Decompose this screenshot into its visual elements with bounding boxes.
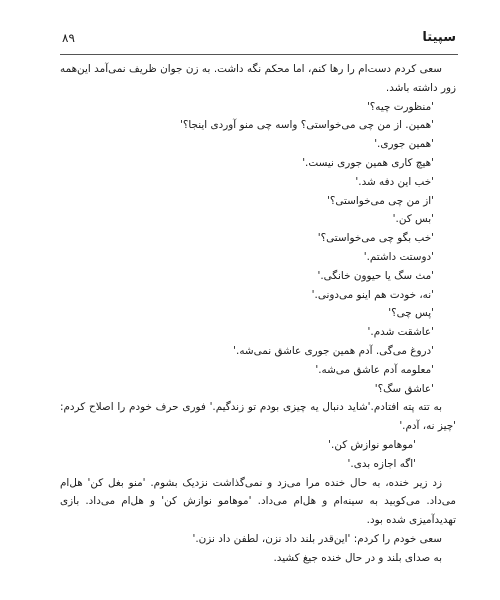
paragraph-1: سعی کردم دست‌ام را رها کنم، اما محکم نگه داشت. به زن جوان ظریف نمی‌آمد این‌همه زور داشته باشد. [60, 63, 456, 94]
paragraph-2: به تته پته افتادم.'شاید دنبال یه چیزی بودم تو زندگیم.' فوری حرف خودم را اصلاح کردم: 'چیز نه، آدم.' [60, 401, 456, 433]
dialogue-line: 'معلومه آدم عاشق می‌شه.' [315, 363, 434, 376]
paragraph-4: سعی خودم را کردم: 'این‌قدر بلند داد نزن، لطفن داد نزن.' [192, 532, 442, 545]
running-title: سپیتا [422, 30, 456, 45]
dialogue-line: 'پس چی؟' [388, 307, 434, 320]
dialogue-line: 'همین. از من چی می‌خواستی؟ واسه چی منو آوردی اینجا؟' [180, 119, 434, 132]
dialogue-line: 'نه، خودت هم اینو می‌دونی.' [311, 288, 434, 301]
header-divider [60, 54, 458, 55]
body-text [60, 60, 456, 568]
dialogue-line: 'هیچ کاری همین جوری نیست.' [302, 156, 434, 169]
dialogue-line: 'موهامو نوازش کن.' [328, 438, 416, 451]
dialogue-line: 'همین جوری.' [374, 138, 434, 151]
paragraph-3: زد زیر خنده، به حال خنده مرا می‌زد و نمی‌گذاشت نزدیک بشوم. 'منو بغل کن' هل‌ام می‌داد. می‌کوبید به سینه‌ام و هل‌ام می‌داد. 'موهامو نوازش کن' و هل‌ام می‌داد. بازی تهدیدآمیزی شده بود. [60, 476, 456, 527]
dialogue-line: 'از من چی می‌خواستی؟' [326, 194, 434, 207]
dialogue-line: 'منظورت چیه؟' [366, 100, 434, 113]
page-number: ۸۹ [62, 31, 75, 45]
dialogue-line: 'اگه اجازه بدی.' [347, 457, 416, 470]
dialogue-line: 'خب بگو چی می‌خواستی؟' [317, 232, 434, 245]
paragraph-5: به صدای بلند و در حال خنده جیغ کشید. [273, 551, 442, 564]
dialogue-line: 'خب این دفه شد.' [355, 175, 434, 188]
dialogue-line: 'عاشق سگ؟' [374, 382, 434, 395]
dialogue-line: 'عاشقت شدم.' [367, 326, 434, 339]
dialogue-line: 'مث سگ یا حیوون خانگی.' [317, 269, 434, 282]
dialogue-line: 'بس کن.' [392, 213, 434, 226]
dialogue-line: 'دوستت داشتم.' [363, 250, 434, 263]
dialogue-line: 'دروغ می‌گی. آدم همین جوری عاشق نمی‌شه.' [233, 344, 434, 357]
